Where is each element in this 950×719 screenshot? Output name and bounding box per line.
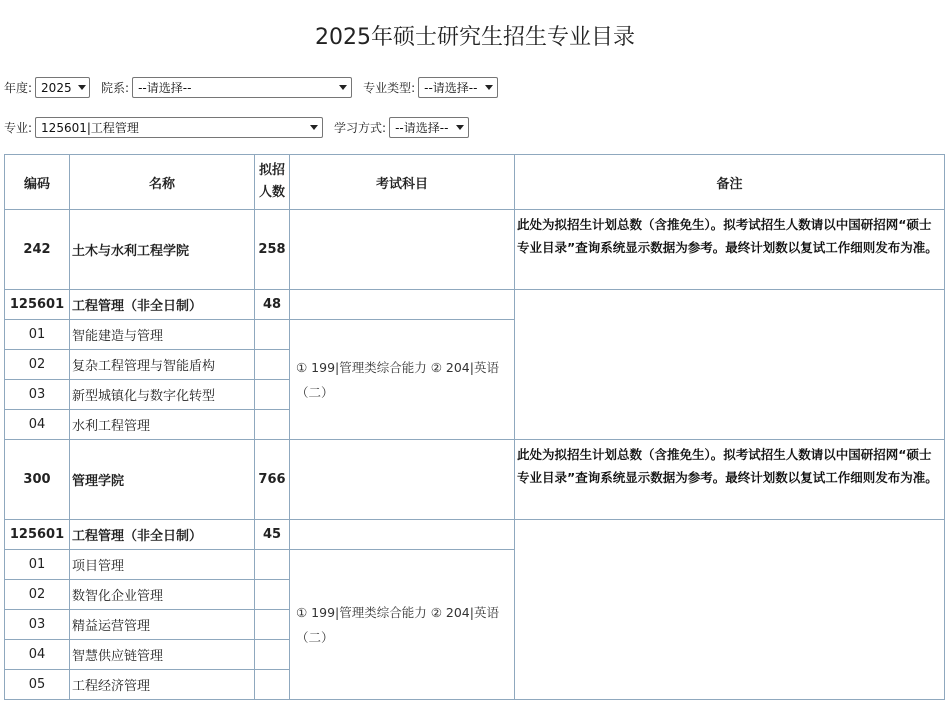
school-exam-empty <box>290 440 515 520</box>
direction-count-empty <box>255 550 290 580</box>
direction-code: 04 <box>5 640 70 670</box>
direction-code: 04 <box>5 410 70 440</box>
school-code: 242 <box>5 210 70 290</box>
direction-name: 项目管理 <box>70 550 255 580</box>
study-mode-select[interactable] <box>389 117 469 138</box>
dept-select[interactable] <box>132 77 352 98</box>
direction-code: 01 <box>5 320 70 350</box>
filter-row-1 <box>4 77 509 98</box>
direction-name: 智能建造与管理 <box>70 320 255 350</box>
direction-count-empty <box>255 670 290 700</box>
exam-subjects: ① 199|管理类综合能力 ② 204|英语（二） <box>290 550 515 700</box>
chevron-down-icon <box>485 85 493 90</box>
year-label: 年度: <box>4 81 33 95</box>
school-name: 管理学院 <box>70 440 255 520</box>
direction-count-empty <box>255 610 290 640</box>
major-name: 工程管理（非全日制） <box>70 520 255 550</box>
direction-count-empty <box>255 350 290 380</box>
direction-count-empty <box>255 640 290 670</box>
major-count: 48 <box>255 290 290 320</box>
direction-name: 精益运营管理 <box>70 610 255 640</box>
direction-code: 05 <box>5 670 70 700</box>
major-exam-empty <box>290 520 515 550</box>
major-row <box>5 290 945 320</box>
chevron-down-icon <box>78 85 86 90</box>
year-select[interactable] <box>35 77 90 98</box>
major-label: 专业: <box>4 121 33 135</box>
direction-code: 03 <box>5 380 70 410</box>
major-note-empty <box>515 520 945 700</box>
direction-count-empty <box>255 320 290 350</box>
direction-name: 智慧供应链管理 <box>70 640 255 670</box>
school-note: 此处为拟招生计划总数（含推免生）。拟考试招生人数请以中国研招网“硕士专业目录”查询系统显示数据为参考。最终计划数以复试工作细则发布为准。 <box>515 440 945 520</box>
school-count: 766 <box>255 440 290 520</box>
header-note: 备注 <box>515 155 945 210</box>
direction-code: 02 <box>5 580 70 610</box>
major-type-select-value: --请选择-- <box>424 81 478 95</box>
direction-count-empty <box>255 380 290 410</box>
direction-name: 工程经济管理 <box>70 670 255 700</box>
direction-code: 01 <box>5 550 70 580</box>
header-code: 编码 <box>5 155 70 210</box>
header-count-line2: 人数 <box>258 185 285 200</box>
direction-code: 02 <box>5 350 70 380</box>
major-exam-empty <box>290 290 515 320</box>
direction-count-empty <box>255 410 290 440</box>
major-code: 125601 <box>5 290 70 320</box>
direction-count-empty <box>255 580 290 610</box>
dept-select-value: --请选择-- <box>138 81 192 95</box>
school-row <box>5 210 945 290</box>
chevron-down-icon <box>456 125 464 130</box>
dept-label: 院系: <box>101 81 130 95</box>
school-exam-empty <box>290 210 515 290</box>
header-count <box>255 155 290 210</box>
page-title: 2025年硕士研究生招生专业目录 <box>315 25 635 50</box>
direction-code: 03 <box>5 610 70 640</box>
major-type-select[interactable] <box>418 77 498 98</box>
catalog-table <box>4 154 945 700</box>
major-row <box>5 520 945 550</box>
study-mode-label: 学习方式: <box>334 121 387 135</box>
major-name: 工程管理（非全日制） <box>70 290 255 320</box>
header-count-line1: 拟招 <box>258 163 285 178</box>
major-code: 125601 <box>5 520 70 550</box>
study-mode-select-value: --请选择-- <box>395 121 449 135</box>
direction-name: 复杂工程管理与智能盾构 <box>70 350 255 380</box>
exam-subjects: ① 199|管理类综合能力 ② 204|英语（二） <box>290 320 515 440</box>
chevron-down-icon <box>310 125 318 130</box>
header-name: 名称 <box>70 155 255 210</box>
header-exam: 考试科目 <box>290 155 515 210</box>
chevron-down-icon <box>339 85 347 90</box>
school-name: 土木与水利工程学院 <box>70 210 255 290</box>
school-code: 300 <box>5 440 70 520</box>
major-select[interactable] <box>35 117 323 138</box>
school-row <box>5 440 945 520</box>
major-select-value: 125601|工程管理 <box>41 121 139 135</box>
major-type-label: 专业类型: <box>363 81 416 95</box>
school-note: 此处为拟招生计划总数（含推免生）。拟考试招生人数请以中国研招网“硕士专业目录”查询系统显示数据为参考。最终计划数以复试工作细则发布为准。 <box>515 210 945 290</box>
filter-row-2 <box>4 117 480 138</box>
direction-name: 数智化企业管理 <box>70 580 255 610</box>
direction-name: 水利工程管理 <box>70 410 255 440</box>
school-count: 258 <box>255 210 290 290</box>
major-count: 45 <box>255 520 290 550</box>
direction-name: 新型城镇化与数字化转型 <box>70 380 255 410</box>
year-select-value: 2025 <box>41 80 72 95</box>
table-header-row <box>5 155 945 210</box>
major-note-empty <box>515 290 945 440</box>
